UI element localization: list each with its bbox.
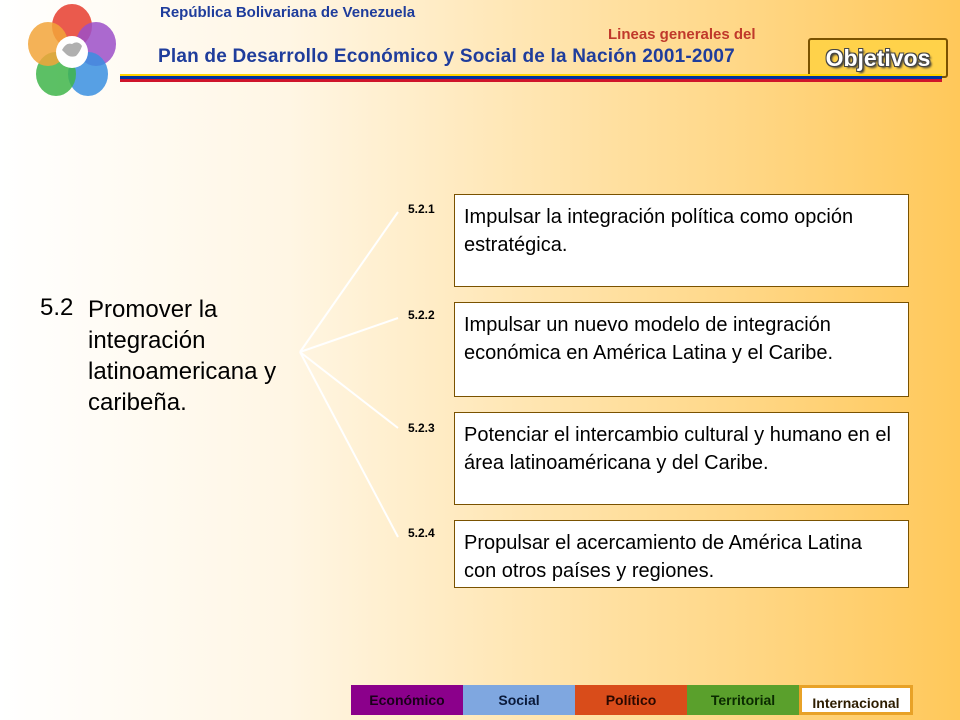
section-title: Objetivos (808, 38, 948, 78)
country-name: República Bolivariana de Venezuela (160, 4, 416, 21)
objective-box (454, 302, 909, 397)
objective-text: Potenciar el intercambio cultural y humano en el área latinoaméricana y del Caribe. (464, 424, 891, 474)
nav-internacional[interactable]: Internacional (799, 685, 913, 715)
objective-code: 5.2.4 (408, 526, 435, 540)
plan-title: Plan de Desarrollo Económico y Social de la Nación 2001-2007 (158, 46, 735, 67)
nav-territorial[interactable]: Territorial (687, 685, 799, 715)
objective-code: 5.2.3 (408, 421, 435, 435)
objective-code: 5.2.1 (408, 202, 435, 216)
objective-text: Impulsar un nuevo modelo de integración económica en América Latina y el Caribe. (464, 314, 834, 364)
nav-politico[interactable]: Político (575, 685, 687, 715)
objective-text: Impulsar la integración política como opción estratégica. (464, 206, 854, 256)
category-nav (351, 685, 913, 715)
objective-box (454, 412, 909, 505)
nav-economico[interactable]: Económico (351, 685, 463, 715)
main-objective-text: Promover la integración latinoamericana y caribeña. (88, 296, 277, 416)
main-objective-number: 5.2 (40, 294, 74, 321)
objective-box (454, 194, 909, 287)
lineas-label: Lineas generales del (608, 26, 756, 43)
objective-text: Propulsar el acercamiento de América Latina con otros países y regiones. (464, 532, 862, 582)
objective-box (454, 520, 909, 588)
nav-social[interactable]: Social (463, 685, 575, 715)
objective-code: 5.2.2 (408, 308, 435, 322)
